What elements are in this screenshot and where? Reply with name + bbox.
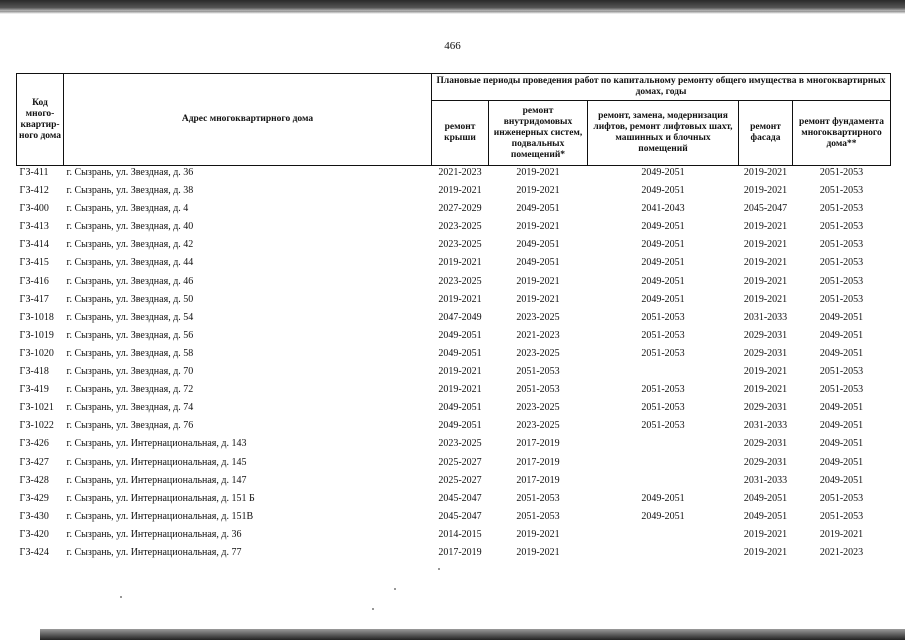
cell-lifts: 2051-2053 [641, 329, 685, 341]
cell-facade: 2019-2021 [743, 366, 788, 378]
cell-code: ГЗ-1020 [19, 347, 54, 359]
cell-code: ГЗ-424 [19, 546, 49, 558]
cell-facade: 2031-2033 [743, 474, 788, 486]
table-row [17, 366, 891, 384]
cell-facade: 2019-2021 [743, 239, 788, 251]
cell-systems: 2017-2019 [516, 438, 560, 450]
cell-roof: 2047-2049 [438, 311, 482, 323]
cell-code: ГЗ-419 [19, 384, 49, 396]
cell-facade: 2019-2021 [743, 528, 788, 540]
cell-foundation: 2051-2053 [819, 257, 864, 269]
cell-lifts: 2049-2051 [641, 510, 685, 522]
table-row [17, 294, 891, 312]
table-row [17, 457, 891, 475]
cell-foundation: 2051-2053 [819, 275, 864, 287]
cell-roof: 2049-2051 [438, 420, 482, 432]
cell-lifts [588, 529, 739, 547]
cell-lifts: 2049-2051 [641, 275, 685, 287]
table-row [17, 330, 891, 348]
cell-lifts: 2049-2051 [641, 221, 685, 233]
cell-foundation: 2021-2023 [819, 546, 864, 558]
cell-foundation: 2049-2051 [819, 420, 864, 432]
header-roof-repair: ремонт крыши [432, 101, 489, 166]
cell-roof: 2025-2027 [438, 474, 482, 486]
table-row [17, 402, 891, 420]
cell-systems: 2019-2021 [516, 293, 560, 305]
cell-lifts [588, 547, 739, 565]
cell-lifts: 2041-2043 [641, 203, 685, 215]
cell-address: г. Сызрань, ул. Интернациональная, д. 36 [66, 528, 242, 540]
cell-foundation: 2049-2051 [819, 402, 864, 414]
table-row [17, 493, 891, 511]
scan-edge-bottom [40, 629, 905, 640]
header-facade-repair: ремонт фасада [739, 101, 793, 166]
cell-foundation: 2049-2051 [819, 311, 864, 323]
cell-facade: 2031-2033 [743, 311, 788, 323]
cell-address: г. Сызрань, ул. Звездная, д. 54 [66, 311, 194, 323]
cell-facade: 2019-2021 [743, 257, 788, 269]
cell-facade: 2019-2021 [743, 167, 788, 178]
cell-systems: 2019-2021 [516, 275, 560, 287]
cell-systems: 2049-2051 [516, 239, 560, 251]
cell-foundation: 2049-2051 [819, 329, 864, 341]
cell-address: г. Сызрань, ул. Звездная, д. 4 [66, 203, 189, 215]
cell-facade: 2049-2051 [743, 510, 788, 522]
cell-systems: 2049-2051 [516, 257, 560, 269]
cell-code: ГЗ-1019 [19, 329, 54, 341]
cell-systems: 2019-2021 [516, 185, 560, 197]
header-lift-repair: ремонт, замена, модернизация лифтов, ремонт лифтовых шахт, машинных и блочных помещений [588, 101, 739, 166]
cell-facade: 2019-2021 [743, 546, 788, 558]
table-row [17, 420, 891, 438]
cell-code: ГЗ-1021 [19, 402, 54, 414]
cell-foundation: 2051-2053 [819, 510, 864, 522]
cell-facade: 2019-2021 [743, 221, 788, 233]
cell-lifts: 2051-2053 [641, 347, 685, 359]
cell-code: ГЗ-430 [19, 510, 49, 522]
cell-facade: 2029-2031 [743, 329, 788, 341]
cell-systems: 2051-2053 [516, 492, 560, 504]
cell-foundation: 2051-2053 [819, 366, 864, 378]
cell-code: ГЗ-426 [19, 438, 49, 450]
cell-address: г. Сызрань, ул. Звездная, д. 56 [66, 329, 194, 341]
cell-code: ГЗ-428 [19, 474, 49, 486]
cell-address: г. Сызрань, ул. Звездная, д. 38 [66, 185, 194, 197]
cell-code: ГЗ-413 [19, 221, 49, 233]
cell-foundation: 2051-2053 [819, 221, 864, 233]
table-row [17, 511, 891, 529]
cell-systems: 2049-2051 [516, 203, 560, 215]
header-engineering-systems-repair: ремонт внутридомовых инженерных систем, подвальных помещений* [489, 101, 588, 166]
scan-edge-top [0, 0, 905, 11]
cell-roof: 2023-2025 [438, 239, 482, 251]
cell-address: г. Сызрань, ул. Звездная, д. 72 [66, 384, 194, 396]
cell-facade: 2049-2051 [743, 492, 788, 504]
table-row [17, 203, 891, 221]
cell-roof: 2021-2023 [438, 167, 482, 178]
cell-facade: 2019-2021 [743, 384, 788, 396]
cell-systems: 2023-2025 [516, 311, 560, 323]
cell-facade: 2029-2031 [743, 402, 788, 414]
cell-roof: 2017-2019 [438, 546, 482, 558]
cell-address: г. Сызрань, ул. Звездная, д. 74 [66, 402, 194, 414]
cell-lifts: 2049-2051 [641, 167, 685, 178]
table-row [17, 547, 891, 565]
cell-code: ГЗ-416 [19, 275, 49, 287]
cell-facade: 2045-2047 [743, 203, 788, 215]
table-row [17, 185, 891, 203]
cell-facade: 2029-2031 [743, 347, 788, 359]
cell-lifts [588, 475, 739, 493]
cell-systems: 2051-2053 [516, 510, 560, 522]
header-foundation-repair: ремонт фундамента многоквартирного дома** [793, 101, 891, 166]
table-row [17, 312, 891, 330]
cell-address: г. Сызрань, ул. Интернациональная, д. 147 [66, 474, 247, 486]
cell-address: г. Сызрань, ул. Звездная, д. 58 [66, 347, 194, 359]
cell-roof: 2019-2021 [438, 257, 482, 269]
cell-facade: 2019-2021 [743, 185, 788, 197]
table-row [17, 257, 891, 275]
cell-address: г. Сызрань, ул. Звездная, д. 70 [66, 366, 194, 378]
table-row [17, 348, 891, 366]
cell-foundation: 2051-2053 [819, 203, 864, 215]
header-address: Адрес многоквартирного дома [64, 74, 432, 166]
cell-address: г. Сызрань, ул. Интернациональная, д. 151В [66, 510, 254, 522]
cell-systems: 2051-2053 [516, 384, 560, 396]
cell-code: ГЗ-427 [19, 456, 49, 468]
cell-code: ГЗ-1018 [19, 311, 54, 323]
header-planned-periods: Плановые периоды проведения работ по капитальному ремонту общего имущества в многоквартирных домах, годы [432, 74, 891, 101]
cell-lifts: 2049-2051 [641, 293, 685, 305]
cell-foundation: 2019-2021 [819, 528, 864, 540]
cell-facade: 2019-2021 [743, 293, 788, 305]
table-row [17, 384, 891, 402]
cell-lifts: 2051-2053 [641, 402, 685, 414]
cell-roof: 2019-2021 [438, 384, 482, 396]
table-body [17, 166, 891, 566]
cell-facade: 2029-2031 [743, 456, 788, 468]
cell-address: г. Сызрань, ул. Звездная, д. 44 [66, 257, 194, 269]
page-number: 466 [444, 40, 461, 52]
cell-code: ГЗ-412 [19, 185, 49, 197]
scan-edge-top-shadow [0, 11, 905, 14]
cell-lifts: 2051-2053 [641, 311, 685, 323]
table-row [17, 166, 891, 186]
cell-address: г. Сызрань, ул. Интернациональная, д. 151 Б [66, 492, 255, 504]
cell-code: ГЗ-417 [19, 293, 49, 305]
cell-address: г. Сызрань, ул. Звездная, д. 76 [66, 420, 194, 432]
cell-systems: 2019-2021 [516, 528, 560, 540]
cell-systems: 2017-2019 [516, 474, 560, 486]
cell-foundation: 2049-2051 [819, 347, 864, 359]
cell-address: г. Сызрань, ул. Звездная, д. 40 [66, 221, 194, 233]
cell-address: г. Сызрань, ул. Интернациональная, д. 77 [66, 546, 242, 558]
cell-address: г. Сызрань, ул. Звездная, д. 36 [66, 167, 194, 178]
cell-systems: 2023-2025 [516, 420, 560, 432]
cell-code: ГЗ-420 [19, 528, 49, 540]
cell-roof: 2023-2025 [438, 275, 482, 287]
cell-code: ГЗ-414 [19, 239, 49, 251]
cell-systems: 2019-2021 [516, 546, 560, 558]
cell-lifts: 2051-2053 [641, 384, 685, 396]
cell-facade: 2029-2031 [743, 438, 788, 450]
cell-lifts: 2049-2051 [641, 185, 685, 197]
cell-foundation: 2051-2053 [819, 293, 864, 305]
cell-lifts: 2049-2051 [641, 492, 685, 504]
cell-code: ГЗ-400 [19, 203, 49, 215]
cell-roof: 2019-2021 [438, 366, 482, 378]
table-row [17, 276, 891, 294]
table-header [17, 74, 891, 166]
cell-facade: 2019-2021 [743, 275, 788, 287]
cell-lifts [588, 438, 739, 456]
table-row [17, 221, 891, 239]
cell-code: ГЗ-429 [19, 492, 49, 504]
cell-roof: 2049-2051 [438, 402, 482, 414]
table-row [17, 438, 891, 456]
cell-lifts [588, 366, 739, 384]
cell-systems: 2023-2025 [516, 347, 560, 359]
cell-roof: 2019-2021 [438, 293, 482, 305]
cell-systems: 2019-2021 [516, 167, 560, 178]
cell-lifts: 2049-2051 [641, 239, 685, 251]
scan-speck [394, 588, 396, 590]
cell-roof: 2049-2051 [438, 329, 482, 341]
cell-systems: 2021-2023 [516, 329, 560, 341]
cell-foundation: 2051-2053 [819, 384, 864, 396]
cell-foundation: 2051-2053 [819, 167, 864, 178]
cell-foundation: 2049-2051 [819, 456, 864, 468]
table-row [17, 475, 891, 493]
capital-repair-schedule-table [16, 73, 891, 565]
cell-lifts: 2051-2053 [641, 420, 685, 432]
cell-foundation: 2049-2051 [819, 438, 864, 450]
cell-roof: 2023-2025 [438, 221, 482, 233]
cell-address: г. Сызрань, ул. Интернациональная, д. 145 [66, 456, 247, 468]
cell-code: ГЗ-418 [19, 366, 49, 378]
cell-code: ГЗ-415 [19, 257, 49, 269]
cell-foundation: 2051-2053 [819, 492, 864, 504]
cell-systems: 2051-2053 [516, 366, 560, 378]
cell-roof: 2019-2021 [438, 185, 482, 197]
cell-roof: 2049-2051 [438, 347, 482, 359]
cell-address: г. Сызрань, ул. Звездная, д. 42 [66, 239, 194, 251]
cell-foundation: 2049-2051 [819, 474, 864, 486]
cell-foundation: 2051-2053 [819, 239, 864, 251]
cell-lifts [588, 457, 739, 475]
header-code: Код много-квартир-ного дома [17, 74, 64, 166]
cell-code: ГЗ-1022 [19, 420, 54, 432]
scan-speck [120, 596, 122, 598]
cell-roof: 2023-2025 [438, 438, 482, 450]
scan-speck [372, 608, 374, 610]
table-row [17, 239, 891, 257]
cell-roof: 2045-2047 [438, 492, 482, 504]
table-row [17, 529, 891, 547]
cell-code: ГЗ-411 [19, 167, 49, 178]
scan-speck [438, 568, 440, 570]
cell-address: г. Сызрань, ул. Интернациональная, д. 143 [66, 438, 247, 450]
cell-systems: 2019-2021 [516, 221, 560, 233]
cell-systems: 2017-2019 [516, 456, 560, 468]
cell-address: г. Сызрань, ул. Звездная, д. 46 [66, 275, 194, 287]
cell-foundation: 2051-2053 [819, 185, 864, 197]
cell-roof: 2027-2029 [438, 203, 482, 215]
cell-roof: 2045-2047 [438, 510, 482, 522]
cell-address: г. Сызрань, ул. Звездная, д. 50 [66, 293, 194, 305]
cell-facade: 2031-2033 [743, 420, 788, 432]
cell-systems: 2023-2025 [516, 402, 560, 414]
cell-roof: 2014-2015 [438, 528, 482, 540]
cell-lifts: 2049-2051 [641, 257, 685, 269]
cell-roof: 2025-2027 [438, 456, 482, 468]
